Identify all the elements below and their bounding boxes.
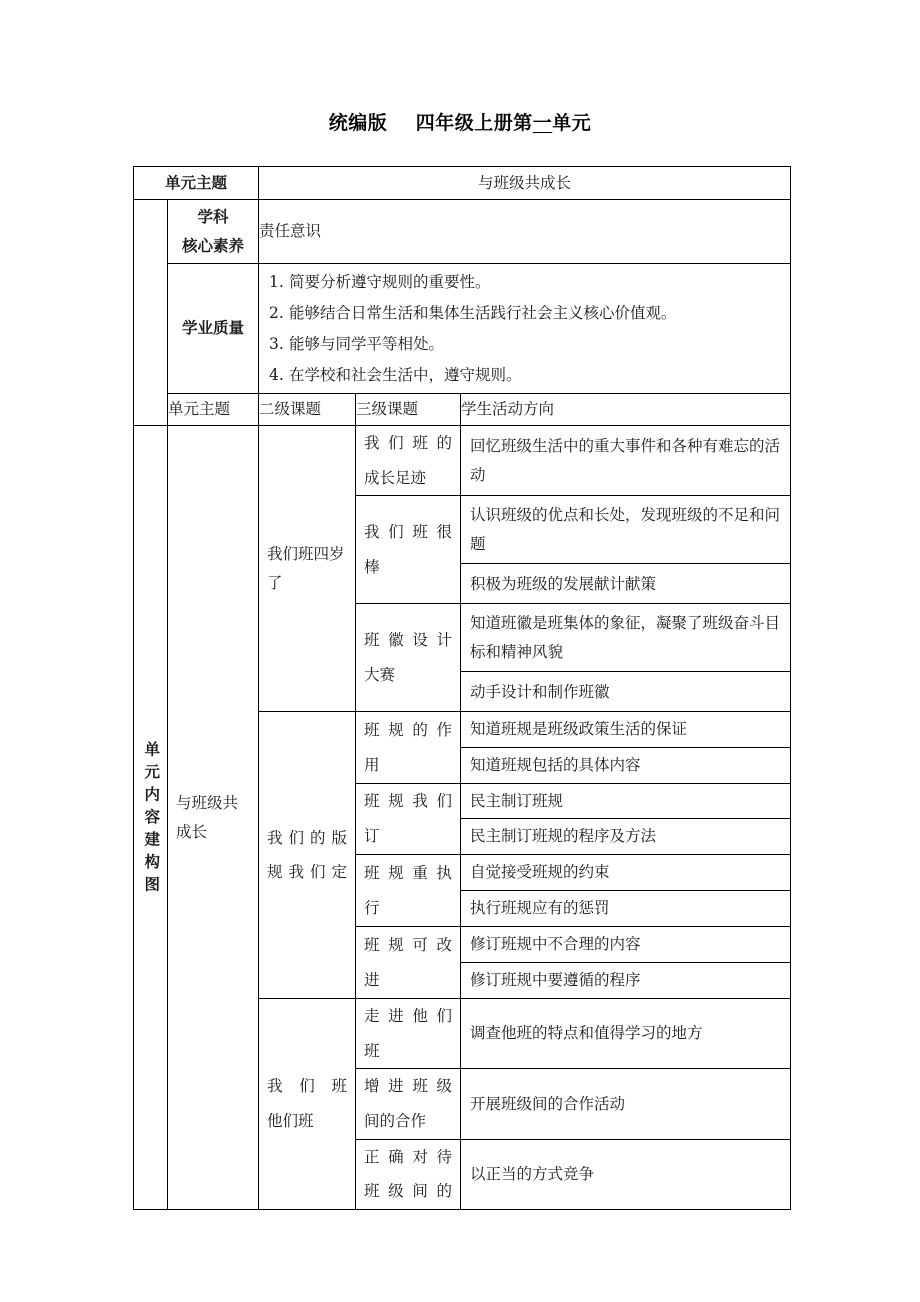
left-spacer-top bbox=[134, 200, 168, 426]
list-item-text: 能够与同学平等相处。 bbox=[289, 334, 445, 353]
activity-text: 认识班级的优点和长处，发现班级的不足和问题 bbox=[470, 506, 781, 553]
level3-line-a: 班规重执 bbox=[364, 863, 453, 882]
title-unit-number: 一 bbox=[532, 112, 553, 134]
level3-cell-9 bbox=[356, 1069, 461, 1139]
activity-text: 民主制订班规的程序及方法 bbox=[470, 827, 657, 846]
level3-line-b: 班级间的 bbox=[364, 1182, 453, 1201]
header-col-activity: 学生活动方向 bbox=[461, 394, 791, 426]
list-item-text: 能够结合日常生活和集体生活践行社会主义核心价值观。 bbox=[289, 303, 677, 322]
activity-text: 执行班规应有的惩罚 bbox=[470, 899, 610, 918]
activity-cell bbox=[461, 783, 791, 819]
level2-group-2 bbox=[259, 712, 356, 999]
activity-cell bbox=[461, 999, 791, 1069]
title-middle: 四年级上册第 bbox=[415, 112, 533, 134]
header-col-level3: 三级课题 bbox=[356, 394, 461, 426]
level2-group-3-line-a: 我们班 bbox=[267, 1077, 348, 1096]
header-col-level2: 二级课题 bbox=[259, 394, 356, 426]
list-item bbox=[269, 360, 784, 391]
level3-cell-2 bbox=[356, 496, 461, 604]
activity-cell bbox=[461, 496, 791, 564]
level3-line-b: 棒 bbox=[364, 557, 380, 576]
activity-text: 知道班规是班级政策生活的保证 bbox=[470, 720, 688, 739]
label-academic-quality: 学业质量 bbox=[168, 264, 259, 394]
activity-cell bbox=[461, 748, 791, 784]
label-core-literacy-line2: 核心素养 bbox=[182, 236, 245, 255]
level2-group-1 bbox=[259, 426, 356, 712]
label-unit-theme: 单元主题 bbox=[134, 167, 259, 200]
level3-cell-8 bbox=[356, 999, 461, 1069]
table-row-core-literacy bbox=[134, 200, 791, 264]
title-prefix: 统编版 bbox=[328, 112, 388, 134]
level2-group-3 bbox=[259, 999, 356, 1210]
activity-cell bbox=[461, 672, 791, 712]
level3-line-b: 成长足迹 bbox=[364, 468, 427, 487]
level3-line-a: 班规我们 bbox=[364, 792, 453, 811]
activity-cell bbox=[461, 564, 791, 604]
level2-group-3-line-b: 他们班 bbox=[267, 1112, 314, 1131]
list-item-number: 2. bbox=[269, 303, 284, 322]
activity-text: 知道班规包括的具体内容 bbox=[470, 756, 641, 775]
level3-line-b: 班 bbox=[364, 1041, 380, 1060]
level3-line-a: 我们班很 bbox=[364, 523, 453, 542]
activity-cell bbox=[461, 855, 791, 891]
activity-text: 修订班规中要遵循的程序 bbox=[470, 971, 641, 990]
page-title bbox=[0, 108, 920, 135]
level3-line-a: 正确对待 bbox=[364, 1147, 453, 1166]
title-gap bbox=[387, 112, 415, 134]
activity-text: 积极为班级的发展献计献策 bbox=[470, 574, 657, 593]
label-unit-content-map-text: 单元内容建构图 bbox=[142, 740, 161, 899]
activity-text: 调查他班的特点和值得学习的地方 bbox=[470, 1024, 703, 1043]
list-item-number: 3. bbox=[269, 334, 284, 353]
activity-cell bbox=[461, 927, 791, 963]
level2-group-2-line-b: 规我们定 bbox=[267, 863, 348, 882]
list-item bbox=[269, 329, 784, 360]
list-item-text: 在学校和社会生活中，遵守规则。 bbox=[289, 365, 522, 384]
level3-line-a: 班规的作 bbox=[364, 720, 453, 739]
activity-text: 以正当的方式竞争 bbox=[470, 1165, 595, 1184]
level3-line-a: 班徽设计 bbox=[364, 631, 453, 650]
activity-text: 自觉接受班规的约束 bbox=[470, 863, 610, 882]
activity-text: 修订班规中不合理的内容 bbox=[470, 935, 641, 954]
activity-cell bbox=[461, 963, 791, 999]
level3-cell-3 bbox=[356, 604, 461, 712]
level3-line-a: 增进班级 bbox=[364, 1077, 453, 1096]
value-content-unit-theme-text: 与班级共成长 bbox=[176, 793, 239, 841]
activity-text: 回忆班级生活中的重大事件和各种有难忘的活动 bbox=[470, 437, 781, 484]
value-unit-theme: 与班级共成长 bbox=[259, 167, 791, 200]
title-suffix: 单元 bbox=[552, 112, 592, 134]
header-col-unit-theme: 单元主题 bbox=[168, 394, 259, 426]
academic-quality-list bbox=[259, 267, 790, 391]
activity-cell bbox=[461, 1139, 791, 1209]
level3-cell-7 bbox=[356, 927, 461, 999]
level3-cell-1 bbox=[356, 426, 461, 496]
label-unit-content-map bbox=[134, 426, 168, 1210]
level3-line-a: 班规可改 bbox=[364, 935, 453, 954]
level3-cell-5 bbox=[356, 783, 461, 854]
unit-plan-table bbox=[133, 166, 791, 1210]
level3-line-b: 行 bbox=[364, 898, 380, 917]
list-item bbox=[269, 298, 784, 329]
table-row-unit-theme bbox=[134, 167, 791, 200]
list-item bbox=[269, 267, 784, 298]
list-item-number: 1. bbox=[269, 272, 284, 291]
list-item-text: 简要分析遵守规则的重要性。 bbox=[289, 272, 491, 291]
level3-line-a: 我们班的 bbox=[364, 434, 453, 452]
level3-cell-10 bbox=[356, 1139, 461, 1209]
list-item-number: 4. bbox=[269, 365, 284, 384]
label-core-literacy-line1: 学科 bbox=[197, 207, 229, 226]
table-row bbox=[134, 426, 791, 496]
level3-line-b: 大赛 bbox=[364, 665, 396, 684]
level3-cell-6 bbox=[356, 855, 461, 927]
level3-line-b: 用 bbox=[364, 755, 380, 774]
activity-cell bbox=[461, 819, 791, 855]
label-core-literacy bbox=[168, 200, 259, 264]
activity-cell bbox=[461, 891, 791, 927]
activity-text: 动手设计和制作班徽 bbox=[470, 682, 610, 701]
activity-text: 民主制订班规 bbox=[470, 791, 564, 810]
level3-line-b: 间的合作 bbox=[364, 1112, 427, 1131]
activity-cell bbox=[461, 712, 791, 748]
activity-text: 开展班级间的合作活动 bbox=[470, 1094, 626, 1113]
level3-line-b: 订 bbox=[364, 826, 380, 845]
value-academic-quality bbox=[259, 264, 791, 394]
activity-cell bbox=[461, 426, 791, 496]
level3-cell-4 bbox=[356, 712, 461, 783]
activity-text: 知道班徽是班集体的象征，凝聚了班级奋斗目标和精神风貌 bbox=[470, 614, 781, 661]
level3-line-b: 进 bbox=[364, 970, 380, 989]
level2-group-1-text: 我们班四岁了 bbox=[267, 545, 345, 592]
value-content-unit-theme bbox=[168, 426, 259, 1210]
table-row-column-headers bbox=[134, 394, 791, 426]
activity-cell bbox=[461, 1069, 791, 1139]
activity-cell bbox=[461, 604, 791, 672]
table-row-academic-quality bbox=[134, 264, 791, 394]
value-core-literacy: 责任意识 bbox=[259, 200, 791, 264]
level2-group-2-line-a: 我们的版 bbox=[267, 828, 348, 847]
level3-line-a: 走进他们 bbox=[364, 1007, 453, 1026]
